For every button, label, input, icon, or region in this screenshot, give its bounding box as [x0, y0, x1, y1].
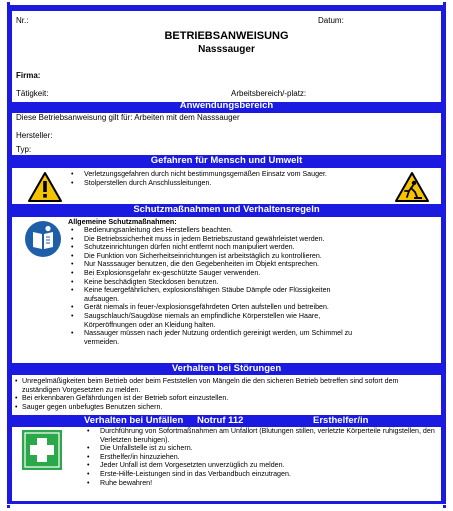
list-item: • Sauger gegen unbefugtes Benutzen sichern. [12, 403, 438, 412]
anwendungsbereich-box [12, 113, 441, 155]
hersteller-label: Hersteller: [16, 131, 53, 140]
read-manual-icon [24, 220, 62, 258]
nr-label: Nr.: [16, 16, 29, 25]
list-item: • Keine beschädigten Steckdosen benutzen. [68, 278, 433, 287]
list-item: • Nur Nasssauger benutzen, die den Gegebenheiten im Objekt entsprechen. [68, 260, 433, 269]
list-item: • Saugschlauch/Saugdüse niemals an empfindliche Körperstellen wie Haare, Körperöffnungen oder an Kleidung halten. [68, 312, 346, 329]
taetigkeit-label: Tätigkeit: [16, 89, 49, 98]
corner-marker [443, 2, 446, 5]
corner-marker [7, 505, 10, 508]
list-item: • Die Unfallstelle ist zu sichern. [84, 444, 436, 453]
ersthelfer-label: Ersthelfer/in [313, 415, 369, 426]
stoerungen-list [12, 377, 438, 411]
list-item: • Die Betriebssicherheit muss in jedem Betriebszustand gewährleistet werden. [68, 235, 433, 244]
list-item: • Durchführung von Sofortmaßnahmen am Unfallort (Blutungen stillen, verletzte Körperteile ruhigstellen, den Verletzten beruhigen). [84, 427, 436, 444]
anwendungsbereich-title: Anwendungsbereich [179, 100, 274, 111]
gefahren-box [12, 168, 441, 204]
list-item: • Ruhe bewahren! [84, 479, 436, 488]
corner-marker [443, 505, 446, 508]
list-item [12, 377, 438, 394]
header-box [12, 11, 441, 102]
list-item: • Ersthelfer/in hinzuziehen. [84, 453, 436, 462]
unfaelle-title: Verhalten bei Unfällen [84, 415, 184, 426]
notruf-label: Notruf 112 [197, 415, 244, 426]
schutz-list [68, 226, 433, 346]
document-title: BETRIEBSANWEISUNG [164, 30, 289, 42]
list-item: • Nassauger müssen nach jeder Nutzung ordentlich gereinigt werden, um Schimmel zu vermeiden. [68, 329, 356, 346]
list-item: • Erste-Hilfe-Leistungen sind in das Verbandbuch einzutragen. [84, 470, 436, 479]
list-item: • Stolperstellen durch Anschlussleitungen. [68, 179, 327, 188]
warning-triangle-icon [27, 171, 63, 203]
unfaelle-list [84, 427, 436, 487]
list-item: • Die Funktion von Sicherheitseinrichtungen ist arbeitstäglich zu kontrollieren. [68, 252, 433, 261]
gefahren-list [68, 170, 327, 187]
firma-label: Firma: [16, 71, 41, 80]
schutz-subheading: Allgemeine Schutzmaßnahmen: [68, 217, 177, 226]
document-subtitle: Nasssauger [198, 44, 255, 55]
anwendungsbereich-text: Diese Betriebsanweisung gilt für: Arbeiten mit dem Nasssauger [16, 113, 240, 122]
gefahren-title: Gefahren für Mensch und Umwelt [150, 155, 303, 166]
stoerungen-box [12, 375, 441, 415]
document-frame [7, 5, 446, 504]
list-item: • Jeder Unfall ist dem Vorgesetzten unverzüglich zu melden. [84, 461, 436, 470]
list-item: • Bedienungsanleitung des Herstellers beachten. [68, 226, 433, 235]
list-item: • Schutzeinrichtungen dürfen nicht entfernt noch manipuliert werden. [68, 243, 433, 252]
schutz-title: Schutzmaßnahmen und Verhaltensregeln [133, 204, 320, 215]
unfaelle-box [12, 427, 441, 501]
first-aid-icon [22, 430, 62, 470]
list-item: • Keine feuergefährlichen, explosionsfähigen Stäube Dämpfe oder Flüssigkeiten aufsaugen. [68, 286, 334, 303]
datum-label: Datum: [318, 16, 344, 25]
stoerungen-title: Verhalten bei Störungen [171, 363, 282, 374]
arbeitsbereich-label: Arbeitsbereich/-platz: [231, 89, 307, 98]
list-item: • Bei erkennbaren Gefährdungen ist der Betrieb sofort einzustellen. [12, 394, 438, 403]
unfaelle-header [7, 415, 446, 427]
trip-hazard-icon [394, 171, 430, 203]
corner-marker [7, 2, 10, 5]
list-item: • Gerät niemals in feuer-/explosionsgefährdeten Orten aufstellen und betreiben. [68, 303, 433, 312]
schutz-box [12, 217, 441, 363]
stoerungen-item-text: Unregelmäßigkeiten beim Betrieb oder beim Feststellen von Mängeln die den sicheren Betrieb betreffen sind sofort dem zuständigen Vorgesetzten zu melden. [22, 377, 399, 394]
list-item: • Bei Explosionsgefahr ex-geschützte Sauger verwenden. [68, 269, 433, 278]
list-item: • Verletzungsgefahren durch nicht bestimmungsgemäßen Einsatz vom Sauger. [68, 170, 327, 179]
typ-label: Typ: [16, 145, 32, 154]
